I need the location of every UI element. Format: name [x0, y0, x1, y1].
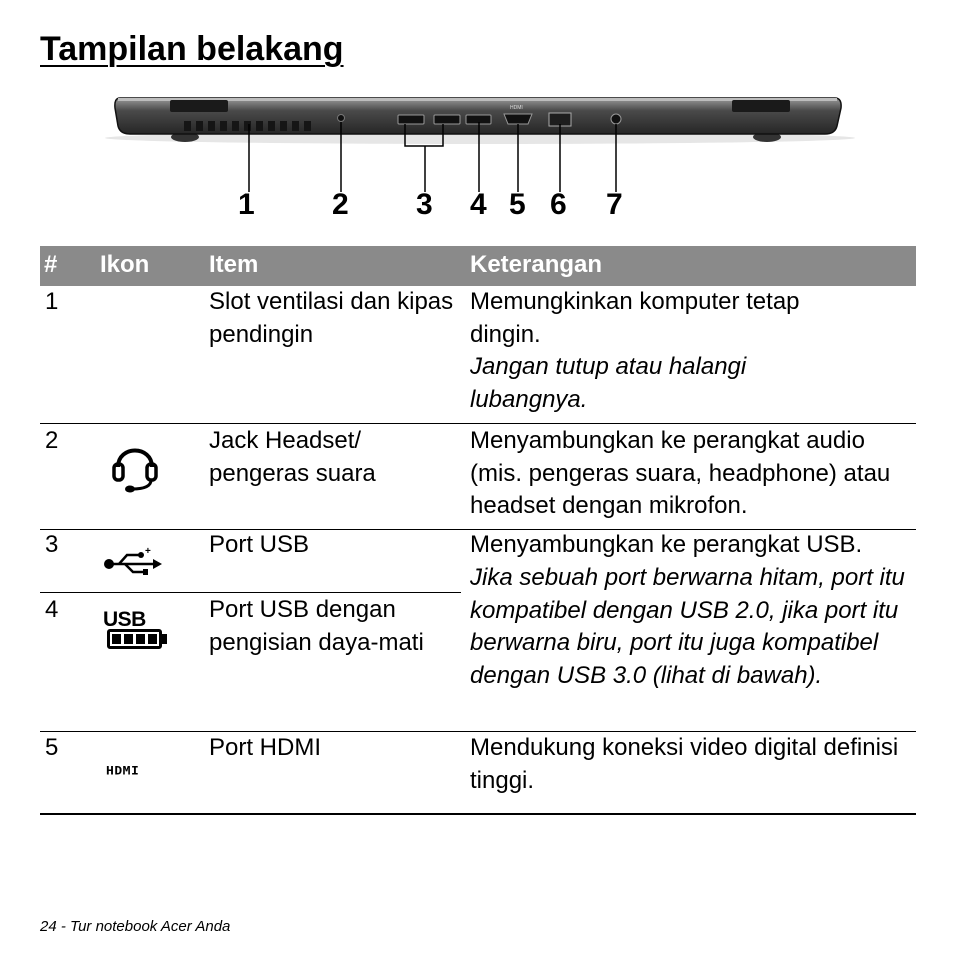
callout-6: 6 — [550, 188, 567, 221]
callout-5: 5 — [509, 188, 526, 221]
row-divider — [40, 423, 916, 424]
row4-item: Port USB dengan pengisian daya-mati — [209, 596, 424, 656]
header-num: # — [44, 251, 58, 278]
row3-item: Port USB — [209, 531, 310, 558]
row2-item: Jack Headset/ pengeras suara — [209, 427, 376, 487]
usb-icon-text: USB — [103, 608, 146, 631]
callout-7: 7 — [606, 188, 623, 221]
table-header — [40, 246, 916, 286]
row3-desc-note: Jika sebuah port berwarna hitam, port itu kompatibel dengan USB 2.0, jika port itu berwarna biru, port itu juga kompatibel dengan USB 3.0 (lihat di bawah). — [470, 564, 905, 689]
row1-num: 1 — [45, 288, 59, 315]
page-footer: 24 - Tur notebook Acer Anda — [40, 918, 231, 935]
row3-num: 3 — [45, 531, 59, 558]
headset-icon — [110, 437, 160, 495]
usb-icon — [103, 547, 165, 577]
callout-2: 2 — [332, 188, 349, 221]
svg-text:+: + — [145, 547, 151, 557]
header-icon: Ikon — [100, 251, 150, 278]
row4-num: 4 — [45, 596, 59, 623]
page-title: Tampilan belakang — [40, 30, 344, 68]
row3-desc: Menyambungkan ke perangkat USB. — [470, 531, 863, 558]
callout-3: 3 — [416, 188, 433, 221]
row-divider — [40, 592, 461, 593]
header-desc: Keterangan — [470, 251, 603, 278]
table-bottom-border — [40, 813, 916, 815]
usb-power-off-charging-icon — [103, 608, 171, 654]
row1-desc-note: Jangan tutup atau halangi lubangnya. — [470, 353, 747, 413]
row2-desc: Menyambungkan ke perangkat audio (mis. pengeras suara, headphone) atau headset dengan mikrofon. — [470, 427, 891, 519]
row5-desc: Mendukung koneksi video digital definisi tinggi. — [470, 734, 899, 794]
hdmi-port-label: HDMI — [510, 105, 523, 111]
header-item: Item — [209, 251, 259, 278]
hdmi-icon: HDMI — [106, 765, 140, 778]
callout-1: 1 — [238, 188, 255, 221]
callout-4: 4 — [470, 188, 487, 221]
row1-item: Slot ventilasi dan kipas pendingin — [209, 288, 454, 348]
row5-item: Port HDMI — [209, 734, 322, 761]
row5-num: 5 — [45, 734, 59, 761]
row2-num: 2 — [45, 427, 59, 454]
row1-desc: Memungkinkan komputer tetap dingin. — [470, 288, 800, 348]
